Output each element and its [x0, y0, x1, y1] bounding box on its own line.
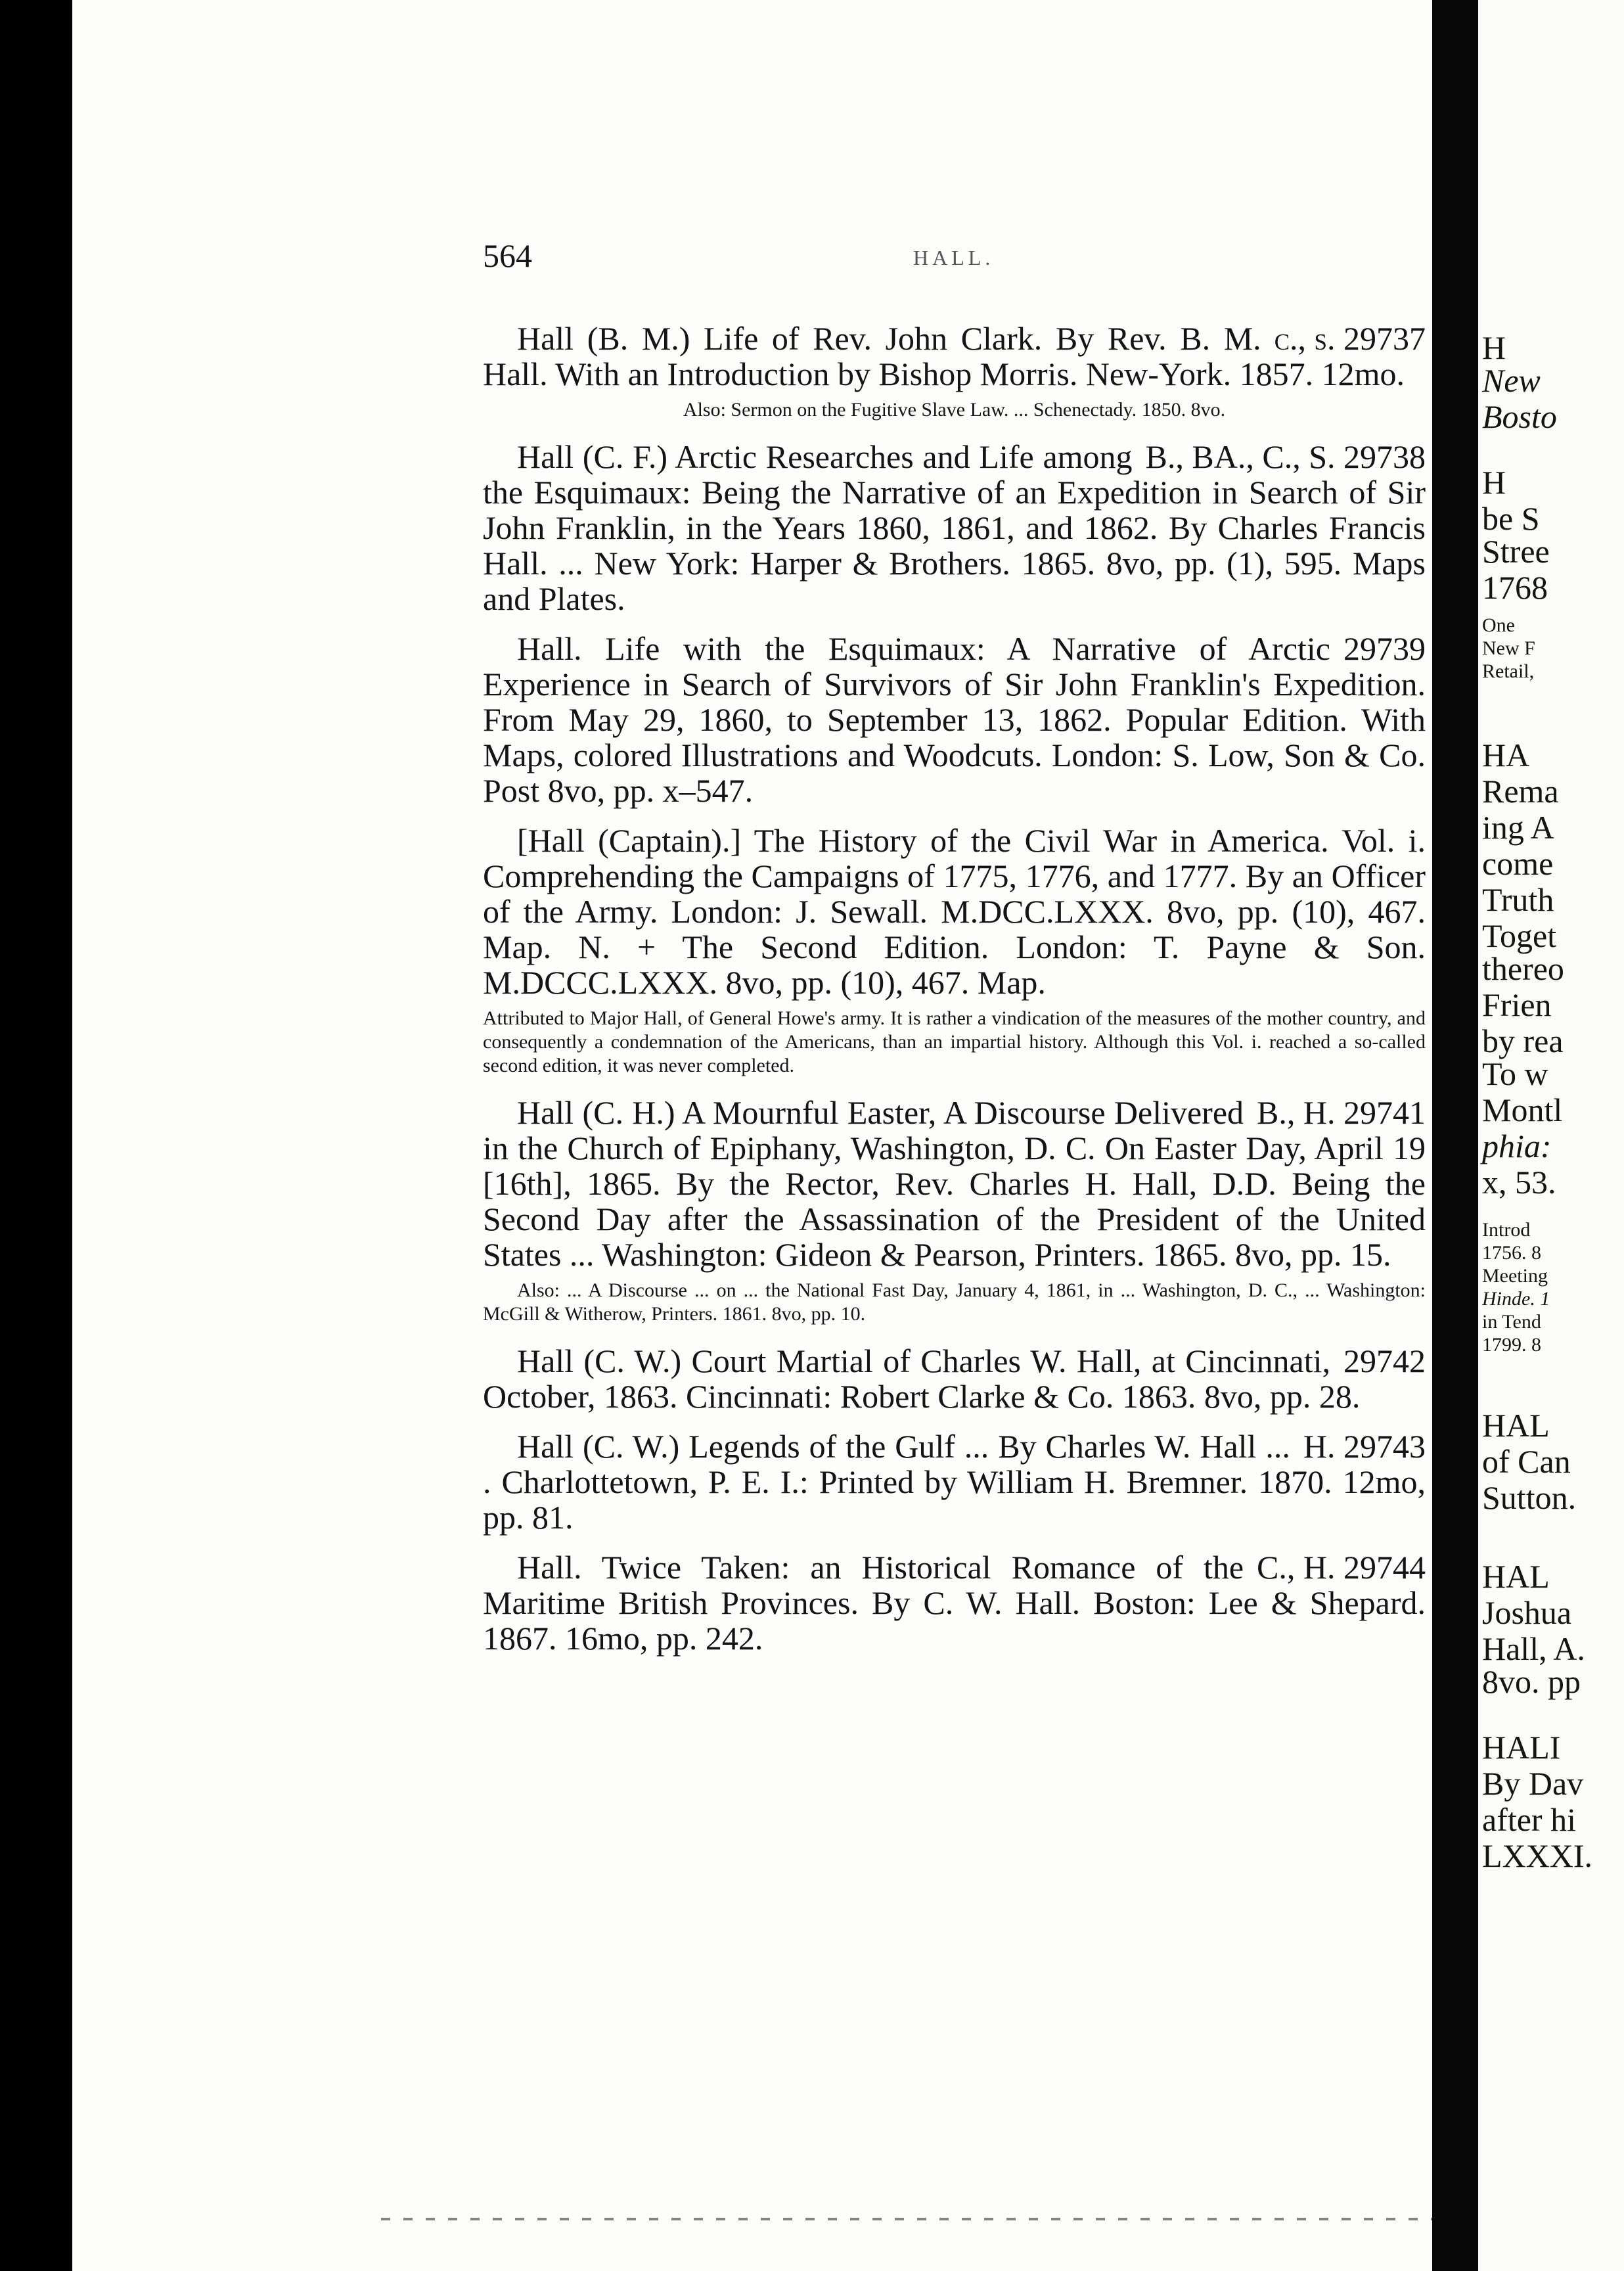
facing-page-line: Hall, A.: [1482, 1630, 1585, 1667]
book-gutter: [1432, 0, 1478, 2271]
facing-page-line: LXXXI.: [1482, 1837, 1593, 1874]
bibliography-text: [483, 321, 1426, 1670]
entry-reference: c., s. 29737: [1274, 320, 1426, 357]
facing-page-line: New F: [1482, 637, 1535, 659]
facing-page-line: of Can: [1482, 1443, 1571, 1480]
facing-page-line: Introd: [1482, 1219, 1531, 1241]
facing-page-line: Stree: [1482, 533, 1550, 570]
facing-page-line: H: [1482, 464, 1506, 501]
facing-page-line: ing A: [1482, 809, 1554, 846]
facing-page-line: Rema: [1482, 773, 1559, 810]
running-head: HALL.: [913, 246, 995, 269]
facing-page-line: One: [1482, 614, 1515, 636]
bibliography-entry: [483, 1429, 1426, 1535]
entry-text: Hall. Life with the Esquimaux: A Narrative of Arctic Experience in Search of Survivors of Sir John Franklin's Expedition. From May 29, 1860, to September 13, 1862. Popular Edition. With Maps, colored Illustrations and Woodcuts. London: S. Low, Son & Co. Post 8vo, pp. x–547.: [483, 630, 1426, 809]
bibliography-entry: [483, 1549, 1426, 1656]
entry-reference: H. 29743: [1303, 1428, 1426, 1465]
facing-page-line: 1768: [1482, 569, 1548, 606]
entry-reference: B., H. 29741: [1257, 1094, 1426, 1131]
entry-text: [Hall (Captain).] The History of the Civil War in America. Vol. i. Comprehending the Campaigns of 1775, 1776, and 1777. By an Officer of the Army. London: J. Sewall. M.DCC.LXXX. 8vo, pp. (10), 467. Map. N. + The Second Edition. London: T. Payne & Son. M.DCCC.LXXX. 8vo, pp. (10), 467. Map.: [483, 822, 1426, 1001]
facing-page-line: thereo: [1482, 950, 1564, 987]
facing-page-line: Retail,: [1482, 660, 1535, 682]
entry-text: Hall (C. W.) Legends of the Gulf ... By Charles W. Hall ... . Charlottetown, P. E. I.: Printed by William H. Bremner. 1870. 12mo, pp. 81.: [483, 1428, 1426, 1536]
facing-page-line: HAL: [1482, 1558, 1550, 1595]
facing-page-line: New: [1482, 362, 1541, 399]
facing-page-line: phia:: [1482, 1128, 1552, 1164]
scan-edge-noise: [381, 2218, 1432, 2220]
entry-note: Attributed to Major Hall, of General Howe's army. It is rather a vindication of the measures of the mother country, and consequently a condemnation of the Americans, than an impartial history. Although this Vol. i. reached a so-called second edition, it was never completed.: [483, 1007, 1426, 1076]
facing-page-line: be S: [1482, 500, 1540, 537]
entry-reference: 29742: [1343, 1342, 1426, 1379]
facing-page: [1478, 0, 1624, 2271]
entry-text: Hall (B. M.) Life of Rev. John Clark. By Rev. B. M. Hall. With an Introduction by Bishop Morris. New-York. 1857. 12mo.: [483, 320, 1405, 392]
page-header: [483, 237, 1422, 283]
page-number: 564: [483, 237, 532, 274]
bibliography-entry: [483, 631, 1426, 808]
facing-page-line: Sutton.: [1482, 1479, 1577, 1516]
facing-page-line: after hi: [1482, 1801, 1576, 1838]
bibliography-entry: [483, 823, 1426, 1000]
entry-reference: C., H. 29744: [1257, 1549, 1426, 1586]
facing-page-line: To w: [1482, 1055, 1548, 1092]
facing-page-line: Truth: [1482, 881, 1554, 918]
facing-page-line: 8vo. pp: [1482, 1663, 1581, 1700]
facing-page-line: x, 53.: [1482, 1164, 1556, 1201]
facing-page-line: 1799. 8: [1482, 1334, 1541, 1356]
bibliography-entry: [483, 321, 1426, 392]
facing-page-line: HA: [1482, 737, 1530, 773]
facing-page-line: Montl: [1482, 1091, 1563, 1128]
entry-note: Also: ... A Discourse ... on ... the National Fast Day, January 4, 1861, in ... Washington, D. C., ... Washington: McGill & Witherow, Printers. 1861. 8vo, pp. 10.: [483, 1279, 1426, 1325]
entry-note: Also: Sermon on the Fugitive Slave Law. ... Schenectady. 1850. 8vo.: [683, 399, 1226, 421]
facing-page-line: come: [1482, 845, 1554, 882]
facing-page-line: 1756. 8: [1482, 1242, 1541, 1264]
facing-page-line: in Tend: [1482, 1311, 1541, 1333]
bibliography-entry: [483, 1095, 1426, 1272]
entry-reference: 29739: [1343, 630, 1426, 667]
entry-reference: B., BA., C., S. 29738: [1145, 438, 1426, 475]
facing-page-line: Meeting: [1482, 1265, 1548, 1287]
entry-text: Hall. Twice Taken: an Historical Romance of the Maritime British Provinces. By C. W. Hall. Boston: Lee & Shepard. 1867. 16mo, pp. 242.: [483, 1549, 1426, 1657]
facing-page-line: Joshua: [1482, 1594, 1572, 1631]
facing-page-line: By Dav: [1482, 1765, 1584, 1802]
bibliography-entry: [483, 1343, 1426, 1414]
bibliography-entry: [483, 439, 1426, 616]
facing-page-line: by rea: [1482, 1022, 1564, 1059]
facing-page-line: HAL: [1482, 1407, 1550, 1444]
facing-page-line: Bosto: [1482, 398, 1557, 435]
entry-text: Hall (C. H.) A Mournful Easter, A Discourse Delivered in the Church of Epiphany, Washington, D. C. On Easter Day, April 19 [16th], 1865. By the Rector, Rev. Charles H. Hall, D.D. Being the Second Day after the Assassination of the President of the United States ... Washington: Gideon & Pearson, Printers. 1865. 8vo, pp. 15.: [483, 1094, 1426, 1273]
facing-page-line: Toget: [1482, 917, 1557, 954]
entry-text: Hall (C. F.) Arctic Researches and Life among the Esquimaux: Being the Narrative of an Expedition in Search of Sir John Franklin, in the Years 1860, 1861, and 1862. By Charles Francis Hall. ... New York: Harper & Brothers. 1865. 8vo, pp. (1), 595. Maps and Plates.: [483, 438, 1426, 617]
entry-text: Hall (C. W.) Court Martial of Charles W. Hall, at Cincinnati, October, 1863. Cincinnati: Robert Clarke & Co. 1863. 8vo, pp. 28.: [483, 1342, 1361, 1415]
book-page: [72, 0, 1432, 2271]
facing-page-line: H: [1482, 329, 1506, 366]
facing-page-line: Hinde. 1: [1482, 1288, 1550, 1310]
facing-page-line: Frien: [1482, 986, 1552, 1023]
facing-page-line: HALI: [1482, 1729, 1561, 1766]
